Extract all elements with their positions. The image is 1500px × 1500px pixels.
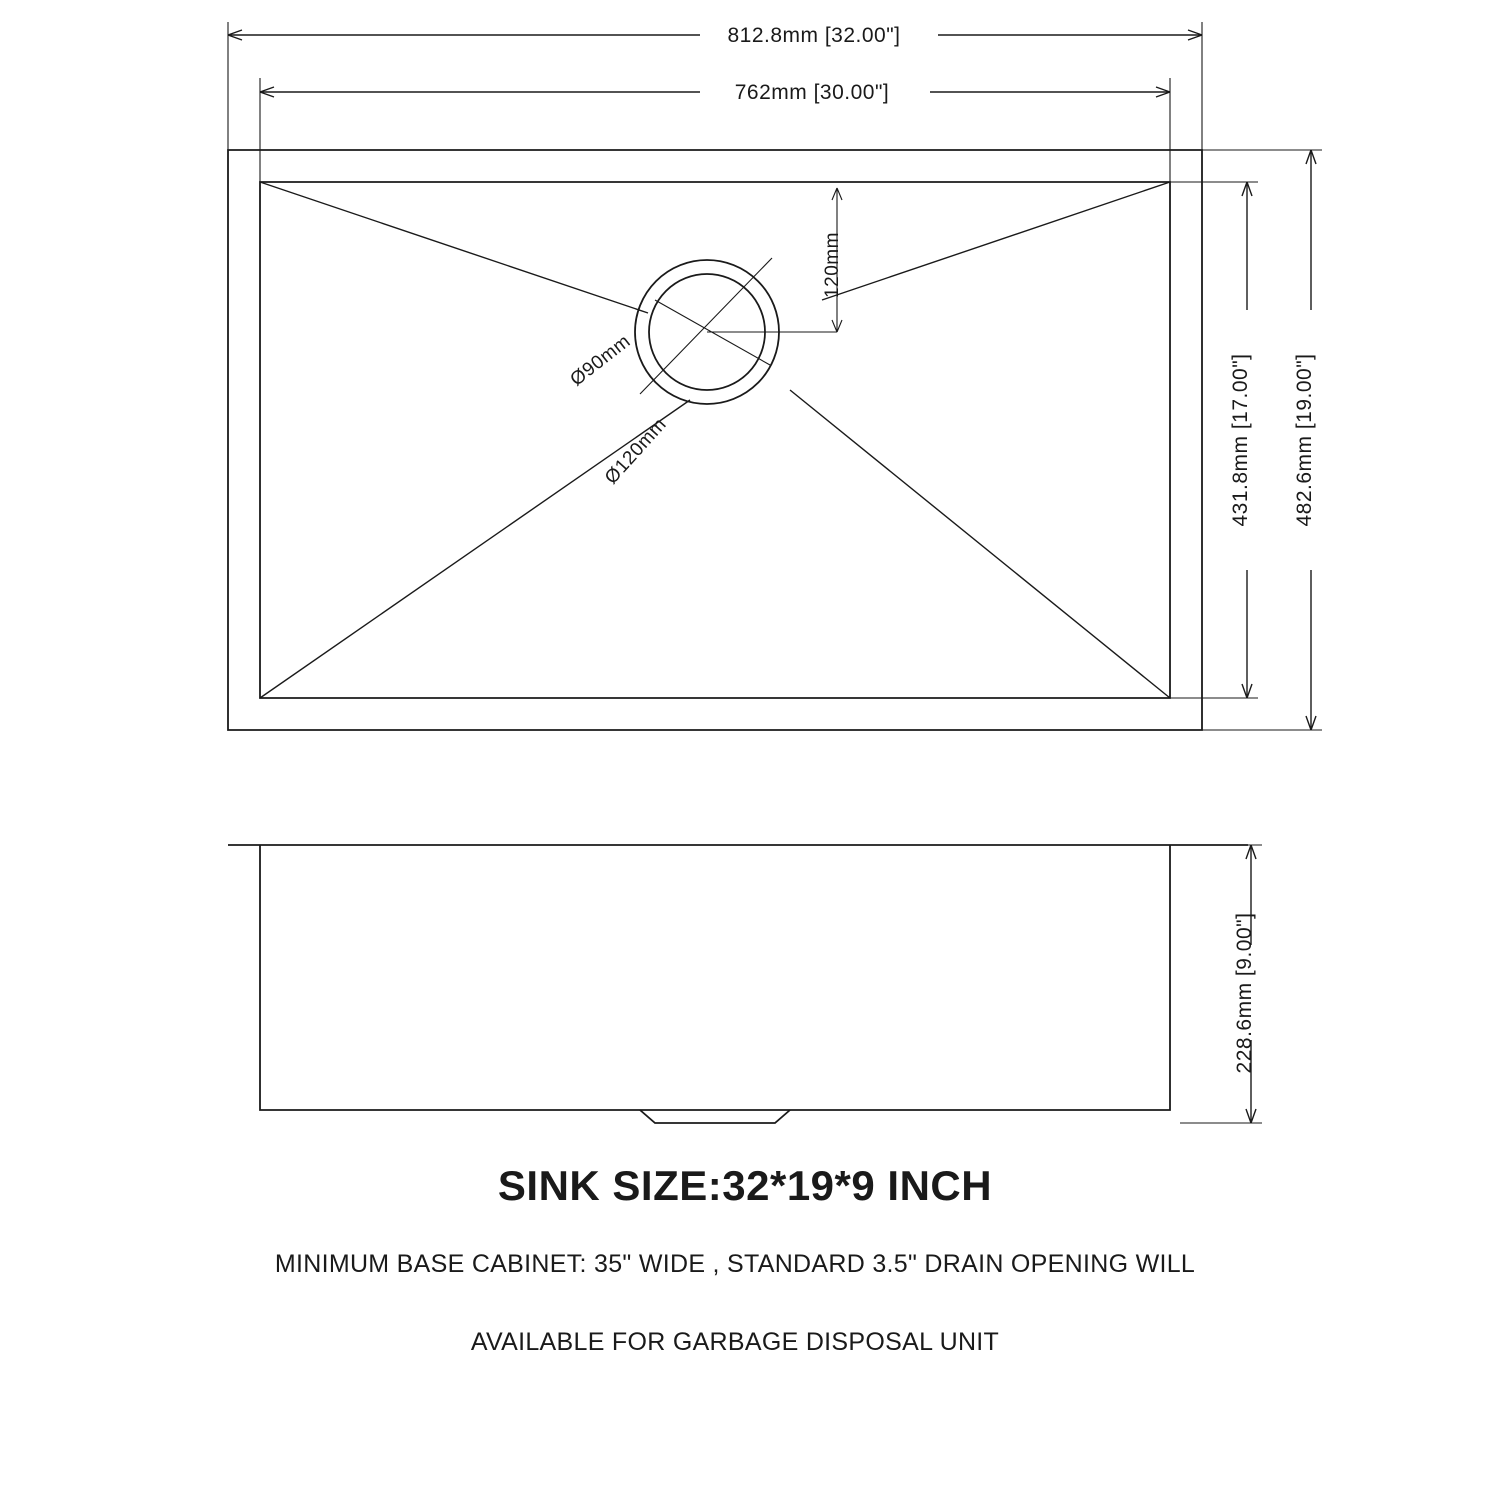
elevation-body-outline [260,845,1170,1110]
sink-bowl-outline [260,182,1170,698]
dim-height-label: 228.6mm [9.00"] [1233,912,1256,1074]
dim-drain-outer-dia-label: Ø120mm [600,414,671,489]
sink-outer-rim [228,150,1202,730]
note-line-2: AVAILABLE FOR GARBAGE DISPOSAL UNIT [470,1328,1000,1356]
dim-drain-offset-label: 120mm [822,232,843,298]
basin-slope-top-left [260,182,648,313]
note-line-1: MINIMUM BASE CABINET: 35" WIDE , STANDARD 3.5" DRAIN OPENING WILL [274,1250,1196,1278]
basin-slope-top-right [822,182,1170,300]
basin-slope-bottom-right [790,390,1170,698]
basin-slope-bottom-left [260,400,690,698]
dim-overall-width-label: 812.8mm [32.00"] [727,24,901,47]
drawing-title: SINK SIZE:32*19*9 INCH [497,1162,993,1209]
dim-drain-inner-dia-label: Ø90mm [566,330,635,391]
elevation-drain-boss [640,1110,790,1123]
dim-overall-depth-label: 482.6mm [19.00"] [1293,353,1316,527]
dim-bowl-depth-label: 431.8mm [17.00"] [1229,353,1252,527]
dim-bowl-width-label: 762mm [30.00"] [734,81,890,104]
